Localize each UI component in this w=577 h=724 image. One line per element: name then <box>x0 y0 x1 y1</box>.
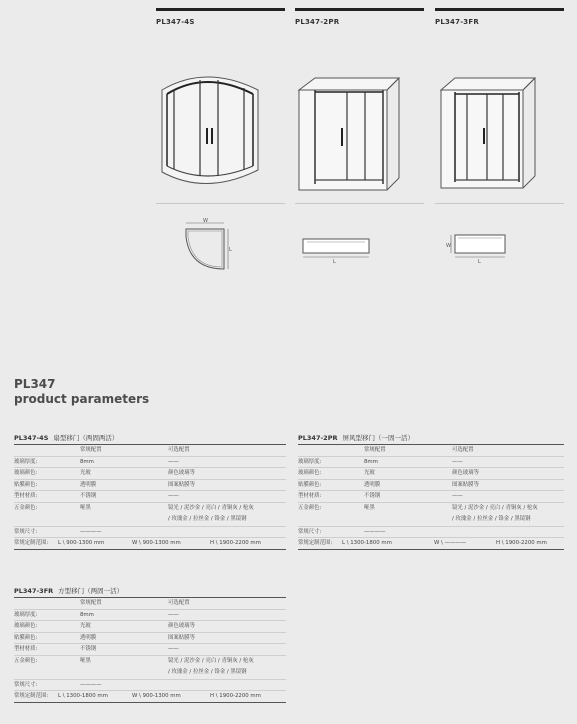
spec-table-header <box>298 432 564 444</box>
row-label: 常规尺寸: <box>14 528 38 535</box>
table-row-hardware <box>14 503 286 527</box>
table-row <box>298 480 564 492</box>
row-optional: —— <box>452 493 463 499</box>
row-optional-cont: / 玫瑰金 / 拉丝金 / 铬金 / 黑镜钢 <box>452 515 531 522</box>
spec-table-header <box>14 432 286 444</box>
product-code: PL347-4S <box>156 18 195 26</box>
row-label: 玻璃厚度: <box>298 458 322 465</box>
product-header-bar <box>435 8 564 11</box>
spec-table-code: PL347-2PR <box>298 434 338 442</box>
row-standard: 透明膜 <box>80 634 97 641</box>
row-label: 五金颜色: <box>14 504 38 511</box>
row-standard: 哑黑 <box>364 504 375 511</box>
spec-table-desc: 屏风型移门（一固一活） <box>342 434 414 442</box>
row-standard: 8mm <box>80 611 94 618</box>
plan-drawing <box>435 203 515 273</box>
section-subtitle: product parameters <box>14 392 150 406</box>
table-row-hardware <box>298 503 564 527</box>
row-standard: 透明膜 <box>364 481 381 488</box>
table-row-size <box>14 527 286 539</box>
plan-l-label: L <box>333 259 336 265</box>
range-l: L \ 1300-1800 mm <box>342 540 392 546</box>
range-l: L \ 900-1300 mm <box>58 540 105 546</box>
row-standard: 8mm <box>364 458 378 465</box>
row-optional: 图案贴膜等 <box>168 481 195 488</box>
plan-w-label: W <box>446 243 451 249</box>
row-standard: ———— <box>364 528 386 535</box>
row-optional: 颜色玻璃等 <box>452 470 479 476</box>
col-optional: 可选配置 <box>452 447 474 453</box>
product-render-image <box>435 68 545 193</box>
row-label: 常规定制范围: <box>14 540 49 546</box>
range-w: W \ 900-1300 mm <box>132 693 181 699</box>
column-header-row <box>298 444 564 457</box>
product-render-image <box>156 68 266 193</box>
product-header-bar <box>156 8 285 11</box>
row-optional: 图案贴膜等 <box>168 634 195 641</box>
col-standard: 常规配置 <box>80 600 102 606</box>
row-standard: 哑黑 <box>80 657 91 664</box>
col-standard: 常规配置 <box>80 447 102 453</box>
table-row <box>298 468 564 480</box>
range-h: H \ 1900-2200 mm <box>210 693 261 699</box>
col-standard: 常规配置 <box>364 447 386 453</box>
row-label: 型材材质: <box>14 493 38 499</box>
row-optional: 颜色玻璃等 <box>168 623 195 629</box>
table-row <box>14 621 286 633</box>
row-label: 玻璃颜色: <box>14 623 38 629</box>
row-standard: 光玻 <box>80 623 91 629</box>
row-standard: 光玻 <box>80 470 91 476</box>
divider <box>435 203 564 204</box>
row-label: 玻璃颜色: <box>14 470 38 476</box>
divider <box>295 203 424 204</box>
row-optional: 镜光 / 泥沙金 / 亮白 / 青铜灰 / 枪灰 <box>168 657 254 664</box>
col-optional: 可选配置 <box>168 600 190 606</box>
plan-l-label: L <box>229 247 232 253</box>
range-l: L \ 1300-1800 mm <box>58 693 108 699</box>
row-optional: —— <box>168 493 179 499</box>
row-label: 型材材质: <box>14 646 38 652</box>
col-optional: 可选配置 <box>168 447 190 453</box>
row-optional: 颜色玻璃等 <box>168 470 195 476</box>
table-row-size <box>14 680 286 692</box>
row-optional-cont: / 玫瑰金 / 拉丝金 / 铬金 / 黑镜钢 <box>168 668 247 675</box>
row-standard: 不锈钢 <box>364 493 381 499</box>
table-row-range <box>14 691 286 703</box>
table-row-range <box>298 538 564 550</box>
product-card-3fr <box>435 8 564 265</box>
column-header-row <box>14 597 286 610</box>
row-optional: 图案贴膜等 <box>452 481 479 488</box>
range-h: H \ 1900-2200 mm <box>210 540 261 546</box>
row-standard: 透明膜 <box>80 481 97 488</box>
row-standard: 哑黑 <box>80 504 91 511</box>
spec-table-header <box>14 585 286 597</box>
row-label: 常规定制范围: <box>14 693 49 699</box>
row-label: 玻璃厚度: <box>14 458 38 465</box>
table-row <box>14 457 286 469</box>
row-standard: 不锈钢 <box>80 646 97 652</box>
range-h: H \ 1900-2200 mm <box>496 540 547 546</box>
spec-table-code: PL347-4S <box>14 434 49 442</box>
row-optional-cont: / 玫瑰金 / 拉丝金 / 铬金 / 黑镜钢 <box>168 515 247 522</box>
row-label: 玻璃颜色: <box>298 470 322 476</box>
spec-table-3fr <box>14 585 286 703</box>
product-card-2pr <box>295 8 424 265</box>
product-code: PL347-2PR <box>295 18 340 26</box>
product-header-bar <box>295 8 424 11</box>
spec-table-desc: 方型移门（两固一活） <box>58 587 124 595</box>
table-row <box>14 644 286 656</box>
row-label: 贴膜颜色: <box>14 481 38 488</box>
table-row <box>14 633 286 645</box>
row-label: 五金颜色: <box>14 657 38 664</box>
spec-table-4s <box>14 432 286 550</box>
row-standard: ———— <box>80 681 102 688</box>
table-row-range <box>14 538 286 550</box>
row-optional: —— <box>168 458 179 465</box>
section-title-code: PL347 <box>14 377 56 391</box>
spec-table-code: PL347-3FR <box>14 587 54 595</box>
divider <box>156 203 285 204</box>
row-standard: 8mm <box>80 458 94 465</box>
row-label: 玻璃厚度: <box>14 611 38 618</box>
row-label: 贴膜颜色: <box>14 634 38 641</box>
spec-table-2pr <box>298 432 564 550</box>
table-row-hardware <box>14 656 286 680</box>
plan-w-label: W <box>203 218 208 224</box>
row-label: 贴膜颜色: <box>298 481 322 488</box>
table-row <box>14 480 286 492</box>
row-standard: 光玻 <box>364 470 375 476</box>
plan-drawing <box>156 203 236 273</box>
row-label: 型材材质: <box>298 493 322 499</box>
row-label: 五金颜色: <box>298 504 322 511</box>
range-w: W \ ———— <box>434 540 467 546</box>
table-row <box>14 468 286 480</box>
product-card-4s <box>156 8 285 253</box>
range-w: W \ 900-1300 mm <box>132 540 181 546</box>
row-label: 常规定制范围: <box>298 540 333 546</box>
table-row <box>14 610 286 622</box>
product-code: PL347-3FR <box>435 18 479 26</box>
table-row <box>14 491 286 503</box>
row-optional: —— <box>452 458 463 465</box>
plan-l-label: L <box>478 259 481 265</box>
table-row-size <box>298 527 564 539</box>
section-title <box>14 377 149 406</box>
row-standard: 不锈钢 <box>80 493 97 499</box>
row-label: 常规尺寸: <box>298 528 322 535</box>
column-header-row <box>14 444 286 457</box>
row-optional: 镜光 / 泥沙金 / 亮白 / 青铜灰 / 枪灰 <box>168 504 254 511</box>
table-row <box>298 491 564 503</box>
row-optional: 镜光 / 泥沙金 / 亮白 / 青铜灰 / 枪灰 <box>452 504 538 511</box>
product-render-image <box>295 68 405 193</box>
row-label: 常规尺寸: <box>14 681 38 688</box>
row-optional: —— <box>168 611 179 618</box>
row-standard: ———— <box>80 528 102 535</box>
row-optional: —— <box>168 646 179 652</box>
table-row <box>298 457 564 469</box>
plan-drawing <box>295 203 375 273</box>
spec-table-desc: 扇型移门（两固两活） <box>53 434 119 442</box>
